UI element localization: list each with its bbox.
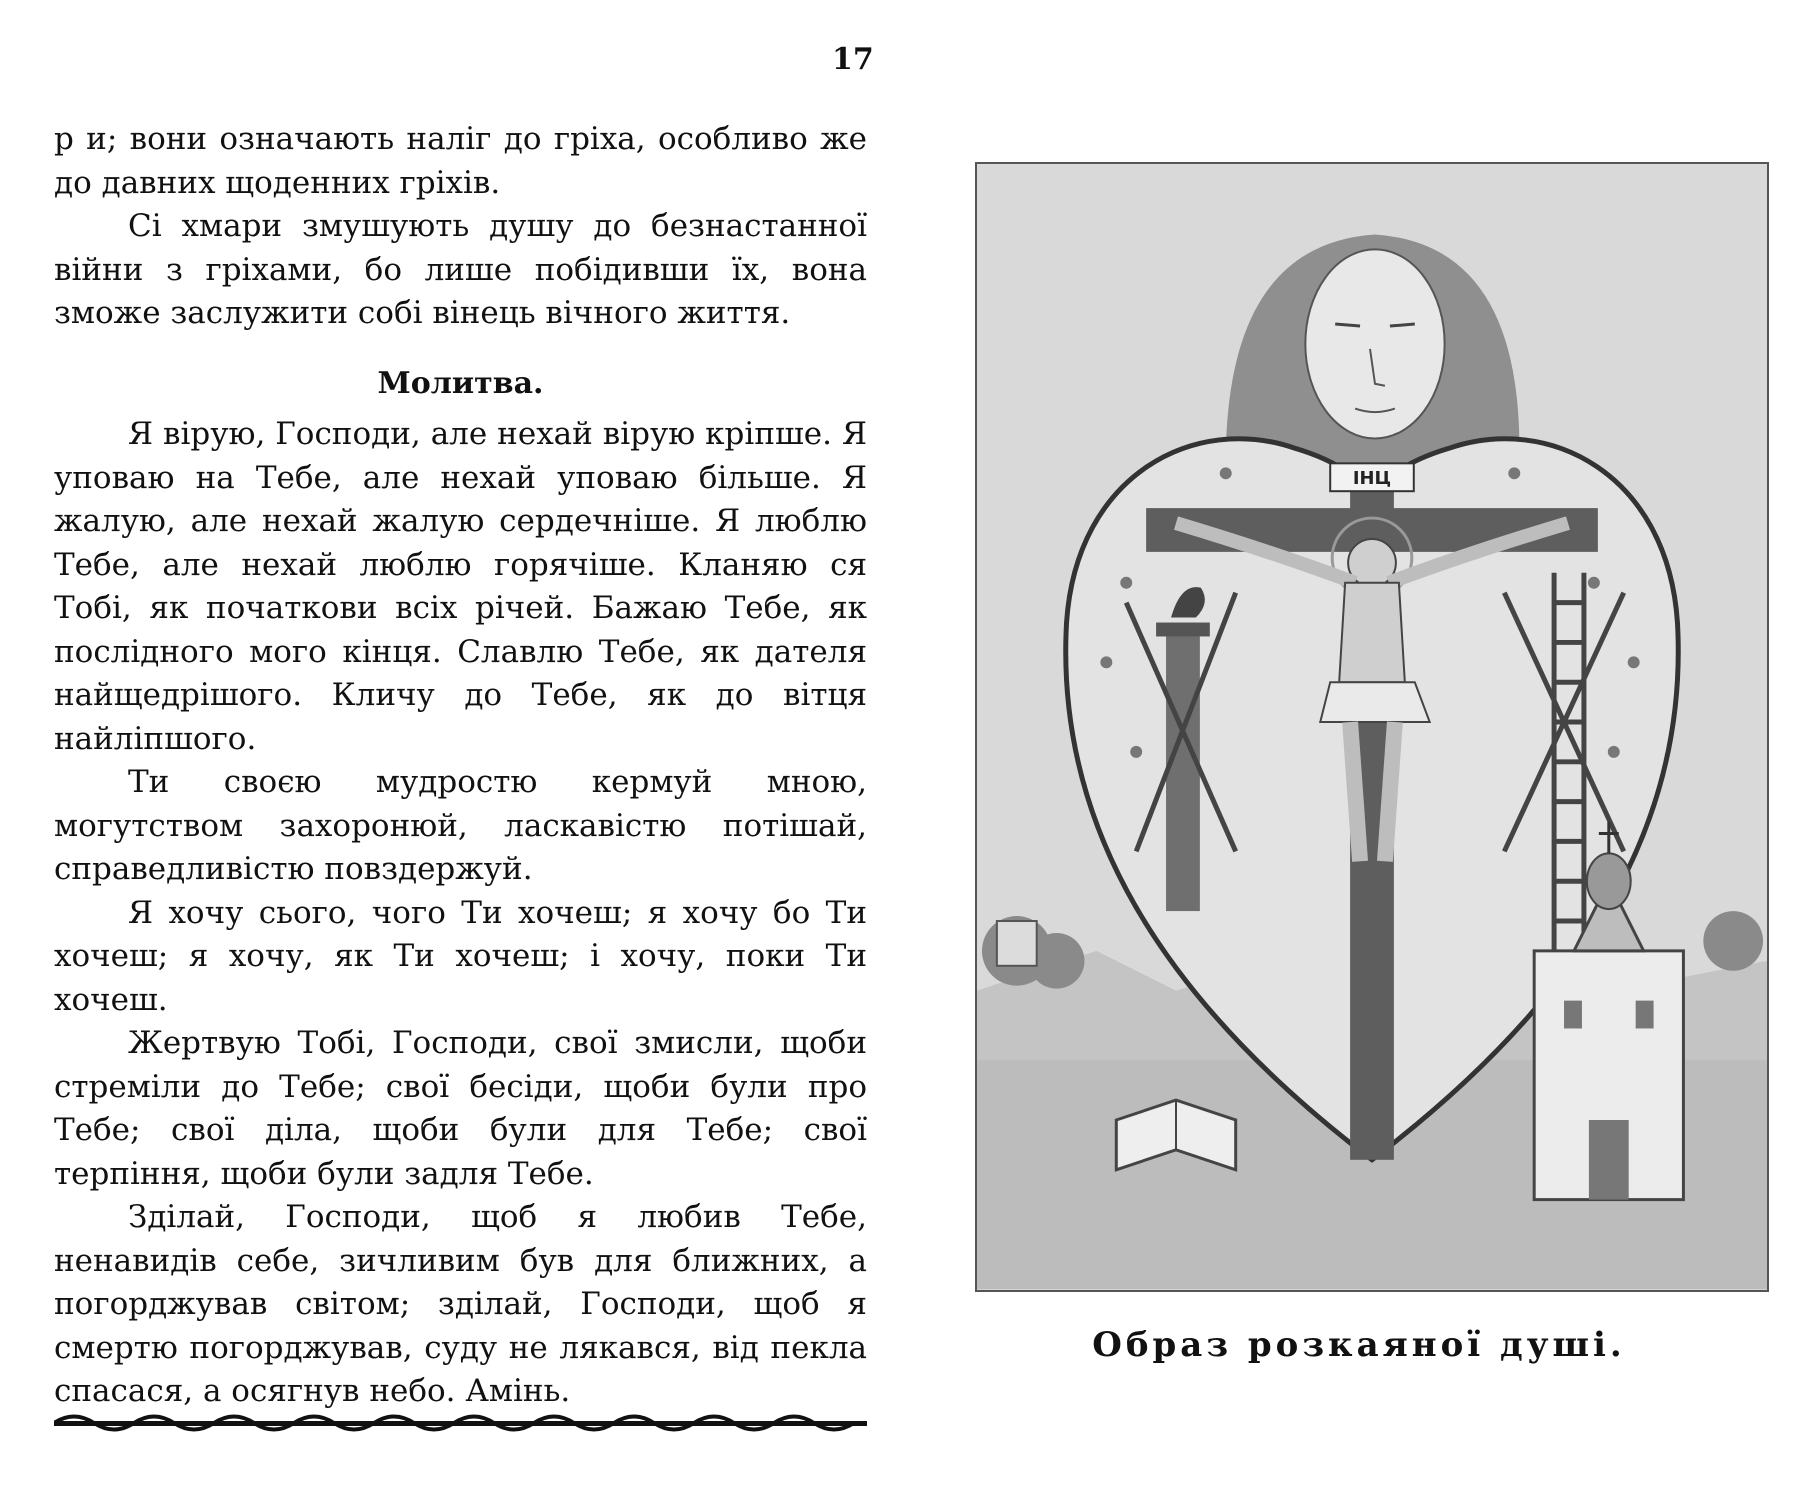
engraving-plate (975, 162, 1769, 1292)
paragraph-7: Зділай, Господи, щоб я любив Тебе, ненавидів себе, зичливим був для ближних, а погорджував світом; зділай, Господи, щоб я смертю погорджував, суду не лякався, від пекла спасася, а осягнув небо. Амінь. (54, 1199, 867, 1409)
page-number: 17 (832, 42, 874, 77)
text-column (54, 118, 867, 1414)
paragraph-5: Я хочу сього, чого Ти хочеш; я хочу бо Ти хочеш; я хочу, як Ти хочеш; і хочу, поки Ти хочеш. (54, 894, 867, 1018)
paragraph-3: Я вірую, Господи, але нехай вірую кріпше. Я уповаю на Тебе, але нехай уповаю більше. Я жалую, але нехай жалую сердечніше. Я люблю Тебе, але нехай люблю горячіше. Кланяю ся Тобі, як початкови всіх річей. Бажаю Тебе, як послідного мого кінця. Славлю Тебе, як дателя найщедрішого. Кличу до Тебе, як до вітця найліпшого. (54, 416, 867, 757)
cross-inscription: ІНЦ (1352, 468, 1392, 490)
prayer-heading: Молитва. (377, 365, 544, 401)
repentant-soul-engraving (977, 164, 1767, 1290)
paragraph-1: р и; вони означають наліг до гріха, особливо же до давних щоденних гріхів. (54, 121, 867, 201)
paragraph-4: Ти своєю мудростю кермуй мною, могутством захоронюй, ласкавістю потішай, справедливістю повздержуй. (54, 764, 867, 887)
right-page (900, 0, 1818, 1500)
paragraph-2: Сі хмари змушують душу до безнастанної війни з гріхами, бо лише побідивши їх, вона зможе заслужити собі вінець вічного життя. (54, 208, 867, 331)
illustration-caption: Образ розкаяної душі. (1092, 1325, 1626, 1365)
paragraph-6: Жертвую Тобі, Господи, свої змисли, щоби стреміли до Тебе; свої бесіди, щоби були про Тебе; свої діла, щоби були для Тебе; свої терпіння, щоби були задля Тебе. (54, 1025, 867, 1192)
ornamental-divider (54, 1410, 867, 1436)
left-page (0, 0, 900, 1500)
